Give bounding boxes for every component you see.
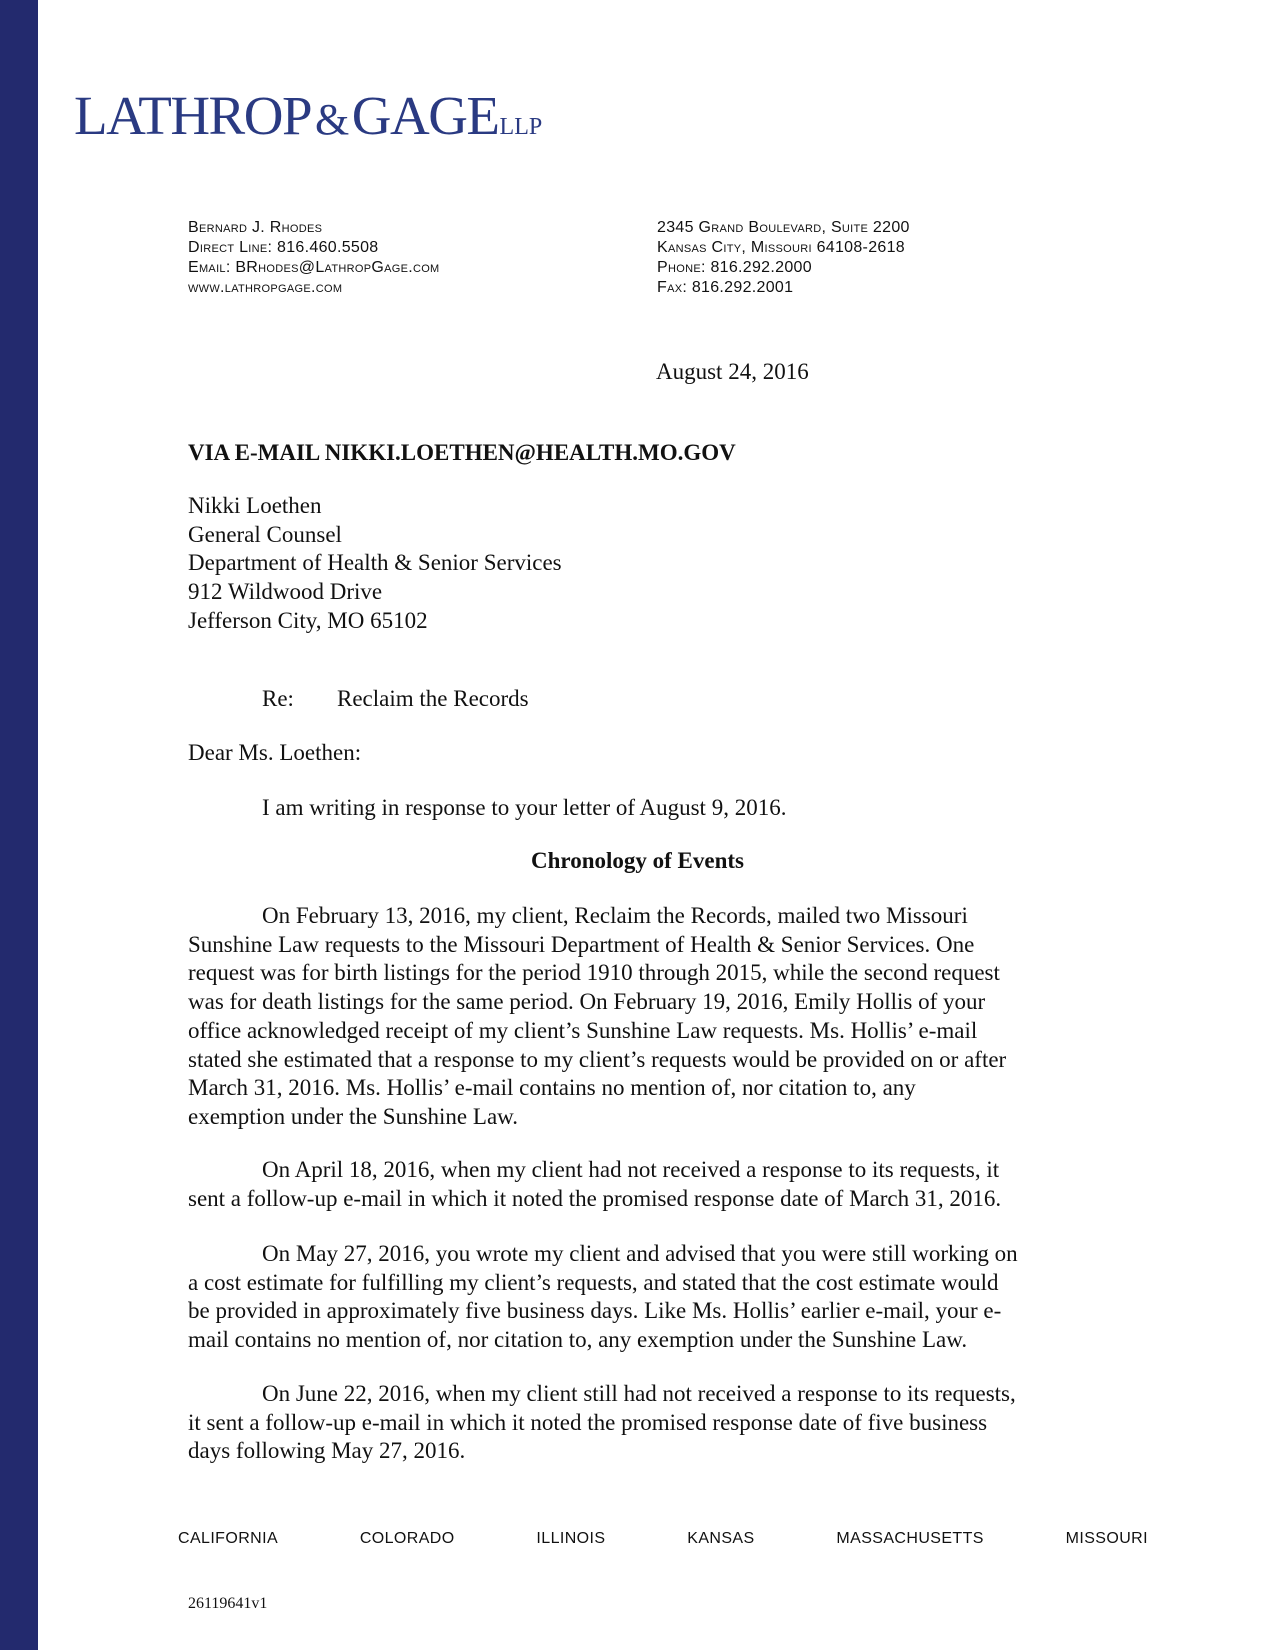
recipient-address xyxy=(188,492,562,636)
firm-address xyxy=(657,218,910,298)
firm-fax: Fax: 816.292.2001 xyxy=(657,279,794,296)
logo-second: GAGE xyxy=(351,85,499,146)
firm-phone: Phone: 816.292.2000 xyxy=(657,259,812,276)
paragraph-line: mail contains no mention of, nor citation to, any exemption under the Sunshine Law. xyxy=(188,1327,968,1353)
paragraph-line: On June 22, 2016, when my client still had not received a response to its requests, xyxy=(262,1381,1016,1406)
firm-logo xyxy=(74,85,543,146)
office-location: MISSOURI xyxy=(1065,1530,1148,1547)
paragraph-line: On May 27, 2016, you wrote my client and advised that you were still working on xyxy=(262,1241,1018,1266)
section-heading: Chronology of Events xyxy=(531,848,744,873)
paragraph-line: On February 13, 2016, my client, Reclaim the Records, mailed two Missouri xyxy=(262,903,968,928)
paragraph-line: it sent a follow-up e-mail in which it noted the promised response date of five business xyxy=(188,1409,988,1435)
recipient-title: General Counsel xyxy=(188,521,342,547)
logo-suffix: LLP xyxy=(499,114,543,140)
sender-contact xyxy=(188,218,440,298)
paragraph-line: exemption under the Sunshine Law. xyxy=(188,1103,519,1129)
delivery-method: VIA E-MAIL NIKKI.LOETHEN@HEALTH.MO.GOV xyxy=(188,440,736,465)
paragraph-1 xyxy=(188,902,1088,1132)
recipient-name: Nikki Loethen xyxy=(188,493,322,518)
paragraph-line: stated she estimated that a response to my client’s requests would be provided on or after xyxy=(188,1046,1007,1072)
paragraph-2 xyxy=(188,1156,1088,1213)
recipient-department: Department of Health & Senior Services xyxy=(188,550,562,576)
paragraph-line: March 31, 2016. Ms. Hollis’ e-mail contains no mention of, nor citation to, any xyxy=(188,1075,916,1101)
letter-date: August 24, 2016 xyxy=(656,359,809,384)
sender-email[interactable]: Email: BRhodes@LathropGage.com xyxy=(188,259,440,276)
side-bar xyxy=(0,0,38,1650)
paragraph-line: Sunshine Law requests to the Missouri Department of Health & Senior Services. One xyxy=(188,931,975,957)
salutation: Dear Ms. Loethen: xyxy=(188,740,362,765)
sender-website[interactable]: www.lathropgage.com xyxy=(188,279,343,296)
paragraph-line: a cost estimate for fulfilling my client’s requests, and stated that the cost estimate would xyxy=(188,1269,999,1295)
sender-name: Bernard J. Rhodes xyxy=(188,219,323,236)
paragraph-4 xyxy=(188,1380,1088,1466)
paragraph-line: sent a follow-up e-mail in which it noted the promised response date of March 31, 2016. xyxy=(188,1185,1002,1211)
paragraph-line: be provided in approximately five business days. Like Ms. Hollis’ earlier e-mail, your e- xyxy=(188,1298,1002,1324)
paragraph-line: On April 18, 2016, when my client had not received a response to its requests, it xyxy=(262,1157,1000,1182)
firm-street: 2345 Grand Boulevard, Suite 2200 xyxy=(657,219,910,236)
office-location: CALIFORNIA xyxy=(178,1530,279,1547)
recipient-city: Jefferson City, MO 65102 xyxy=(188,607,428,633)
firm-city: Kansas City, Missouri 64108-2618 xyxy=(657,239,905,256)
logo-main: LATHROP xyxy=(74,85,312,146)
paragraph-line: was for death listings for the same period. On February 19, 2016, Emily Hollis of your xyxy=(188,989,986,1015)
office-locations xyxy=(178,1530,1148,1548)
re-label: Re: xyxy=(262,686,294,711)
paragraph-line: days following May 27, 2016. xyxy=(188,1438,466,1464)
office-location: KANSAS xyxy=(687,1530,755,1547)
paragraph-line: request was for birth listings for the period 1910 through 2015, while the second request xyxy=(188,960,1000,986)
logo-ampersand: & xyxy=(315,95,348,144)
office-location: ILLINOIS xyxy=(536,1530,606,1547)
office-location: COLORADO xyxy=(359,1530,455,1547)
recipient-street: 912 Wildwood Drive xyxy=(188,579,383,605)
paragraph-3 xyxy=(188,1240,1088,1355)
re-line xyxy=(262,685,529,714)
paragraph-line: office acknowledged receipt of my client’s Sunshine Law requests. Ms. Hollis’ e-mail xyxy=(188,1017,978,1043)
intro-paragraph: I am writing in response to your letter of August 9, 2016. xyxy=(262,795,787,820)
office-location: MASSACHUSETTS xyxy=(836,1530,984,1547)
document-number: 26119641v1 xyxy=(188,1595,268,1612)
sender-direct-line: Direct Line: 816.460.5508 xyxy=(188,239,379,256)
re-subject: Reclaim the Records xyxy=(337,686,529,711)
